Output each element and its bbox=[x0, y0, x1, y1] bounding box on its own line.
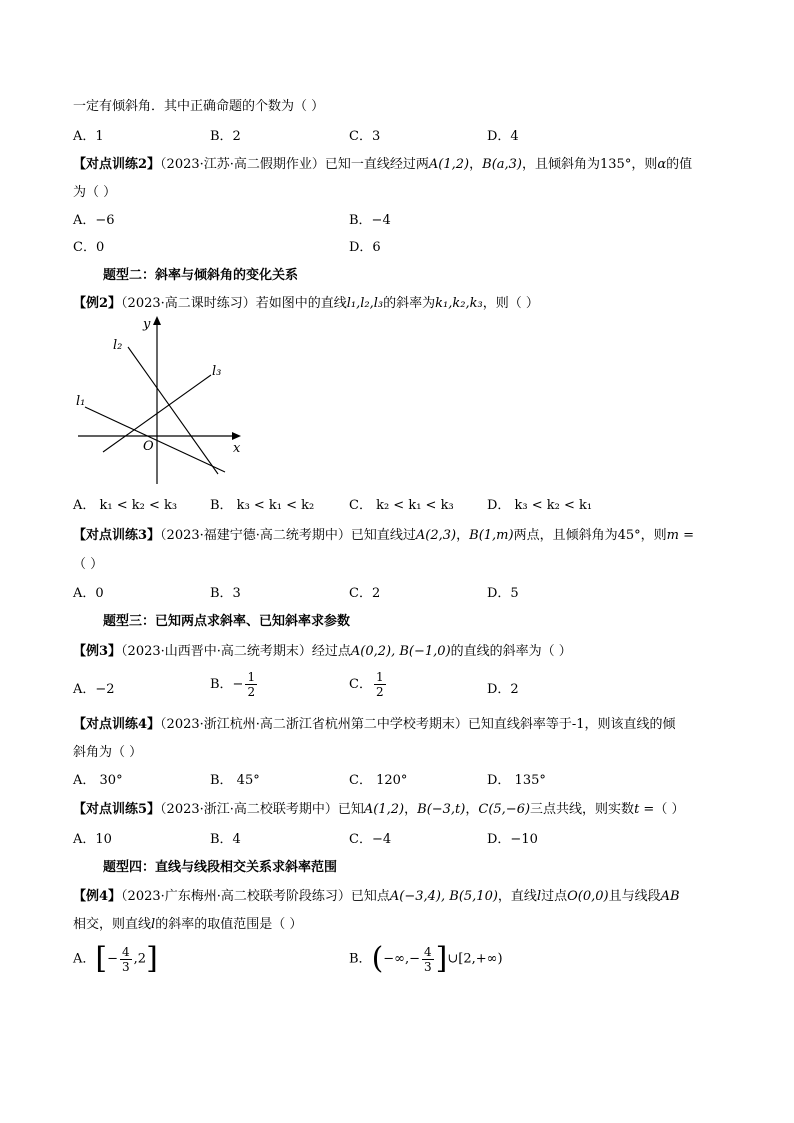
train3-option-a: A．0 bbox=[73, 586, 104, 601]
train3-question: 【对点训练3】（2023·福建宁德·高二统考期中）已知直线过A(2,3)，B(1,m)两点，且倾斜角为45°，则m = bbox=[73, 528, 694, 543]
train4-tag: 【对点训练4】 bbox=[73, 717, 161, 732]
train2-option-a: A．−6 bbox=[73, 213, 115, 228]
prev-option-a: A．1 bbox=[73, 129, 104, 144]
type4-heading: 题型四：直线与线段相交关系求斜率范围 bbox=[103, 860, 338, 875]
type3-heading: 题型三：已知两点求斜率、已知斜率求参数 bbox=[103, 614, 351, 629]
origin-label: O bbox=[143, 439, 154, 454]
x-axis-arrow bbox=[232, 432, 241, 440]
train3-option-c: C．2 bbox=[349, 586, 381, 601]
train4-option-b: B． 45° bbox=[210, 773, 260, 788]
x-label: x bbox=[233, 441, 241, 456]
l2-label: l₂ bbox=[113, 338, 123, 353]
ex3-option-b: B．− $\frac{1}{2}$ bbox=[210, 670, 256, 699]
train2-option-d: D．6 bbox=[349, 240, 381, 255]
train3-option-b: B．3 bbox=[210, 586, 241, 601]
ex4-question: 【例4】（2023·广东梅州·高二校联考阶段练习）已知点A(−3,4), B(5,10)，直线l过点O(0,0)且与线段AB bbox=[73, 889, 680, 904]
ex2-tag: 【例2】 bbox=[73, 296, 122, 311]
train4-option-c: C． 120° bbox=[349, 773, 408, 788]
train3-question-line2: （ ） bbox=[73, 557, 104, 572]
train5-question: 【对点训练5】（2023·浙江·高二校联考期中）已知A(1,2)，B(−3,t)，C(5,−6)三点共线，则实数t =（ ） bbox=[73, 802, 685, 817]
train4-question: 【对点训练4】（2023·浙江杭州·高二浙江省杭州第二中学校考期末）已知直线斜率等于-1，则该直线的倾 bbox=[73, 717, 676, 732]
l1-label: l₁ bbox=[76, 394, 86, 409]
train2-option-b: B．−4 bbox=[349, 213, 391, 228]
ex3-option-a: A．−2 bbox=[73, 682, 115, 697]
train5-option-c: C．−4 bbox=[349, 832, 392, 847]
y-label: y bbox=[143, 317, 151, 332]
ex2-option-c: C． k₂ < k₁ < k₃ bbox=[349, 498, 454, 513]
train2-question-line2: 为（ ） bbox=[73, 185, 117, 200]
train5-tag: 【对点训练5】 bbox=[73, 802, 161, 817]
l3-label: l₃ bbox=[212, 364, 222, 379]
slope-figure bbox=[73, 312, 253, 487]
train5-option-a: A．10 bbox=[73, 832, 112, 847]
ex2-option-d: D． k₃ < k₂ < k₁ bbox=[487, 498, 593, 513]
train4-option-d: D． 135° bbox=[487, 773, 546, 788]
prev-option-b: B．2 bbox=[210, 129, 241, 144]
prev-option-c: C．3 bbox=[349, 129, 381, 144]
type2-heading: 题型二：斜率与倾斜角的变化关系 bbox=[103, 268, 299, 283]
train3-option-d: D．5 bbox=[487, 586, 519, 601]
ex2-option-a: A． k₁ < k₂ < k₃ bbox=[73, 498, 178, 513]
ex3-frac-c: $\frac{1}{2}$ bbox=[375, 670, 384, 699]
ex2-question: 【例2】（2023·高二课时练习）若如图中的直线l₁,l₂,l₃的斜率为k₁,k₂,k₃，则（ ） bbox=[73, 296, 539, 311]
train2-option-c: C．0 bbox=[73, 240, 105, 255]
ex4-tag: 【例4】 bbox=[73, 889, 122, 904]
train2-question: 【对点训练2】（2023·江苏·高二假期作业）已知一直线经过两A(1,2)，B(a,3)，且倾斜角为135°，则α的值 bbox=[73, 157, 693, 172]
ex4-frac-a: $\frac{4}{3}$ bbox=[122, 944, 130, 974]
train4-question-line2: 斜角为（ ） bbox=[73, 745, 143, 760]
y-axis-arrow bbox=[153, 316, 161, 325]
ex4-question-line2: 相交，则直线l的斜率的取值范围是（ ） bbox=[73, 917, 303, 932]
ex3-option-d: D．2 bbox=[487, 682, 519, 697]
ex4-frac-b: $\frac{4}{3}$ bbox=[424, 944, 432, 974]
prev-question-tail: 一定有倾斜角．其中正确命题的个数为（ ） bbox=[73, 99, 325, 114]
ex3-frac-b: $\frac{1}{2}$ bbox=[247, 670, 256, 699]
prev-option-d: D．4 bbox=[487, 129, 519, 144]
train5-option-b: B．4 bbox=[210, 832, 241, 847]
ex4-option-a: A．[− $\frac{4}{3}$ ,2] bbox=[73, 941, 158, 976]
line-l2 bbox=[128, 347, 218, 474]
train5-option-d: D．−10 bbox=[487, 832, 538, 847]
ex2-option-b: B． k₃ < k₁ < k₂ bbox=[210, 498, 315, 513]
train4-option-a: A． 30° bbox=[73, 773, 123, 788]
ex3-tag: 【例3】 bbox=[73, 644, 122, 659]
train3-tag: 【对点训练3】 bbox=[73, 528, 161, 543]
train2-tag: 【对点训练2】 bbox=[73, 157, 161, 172]
ex3-option-c: C． $\frac{1}{2}$ bbox=[349, 670, 384, 699]
line-l1 bbox=[85, 407, 225, 472]
ex4-option-b: B．(−∞,− $\frac{4}{3}$ ]∪[2,+∞) bbox=[349, 941, 503, 976]
ex3-question: 【例3】（2023·山西晋中·高二统考期末）经过点A(0,2), B(−1,0)的直线的斜率为（ ） bbox=[73, 644, 572, 659]
